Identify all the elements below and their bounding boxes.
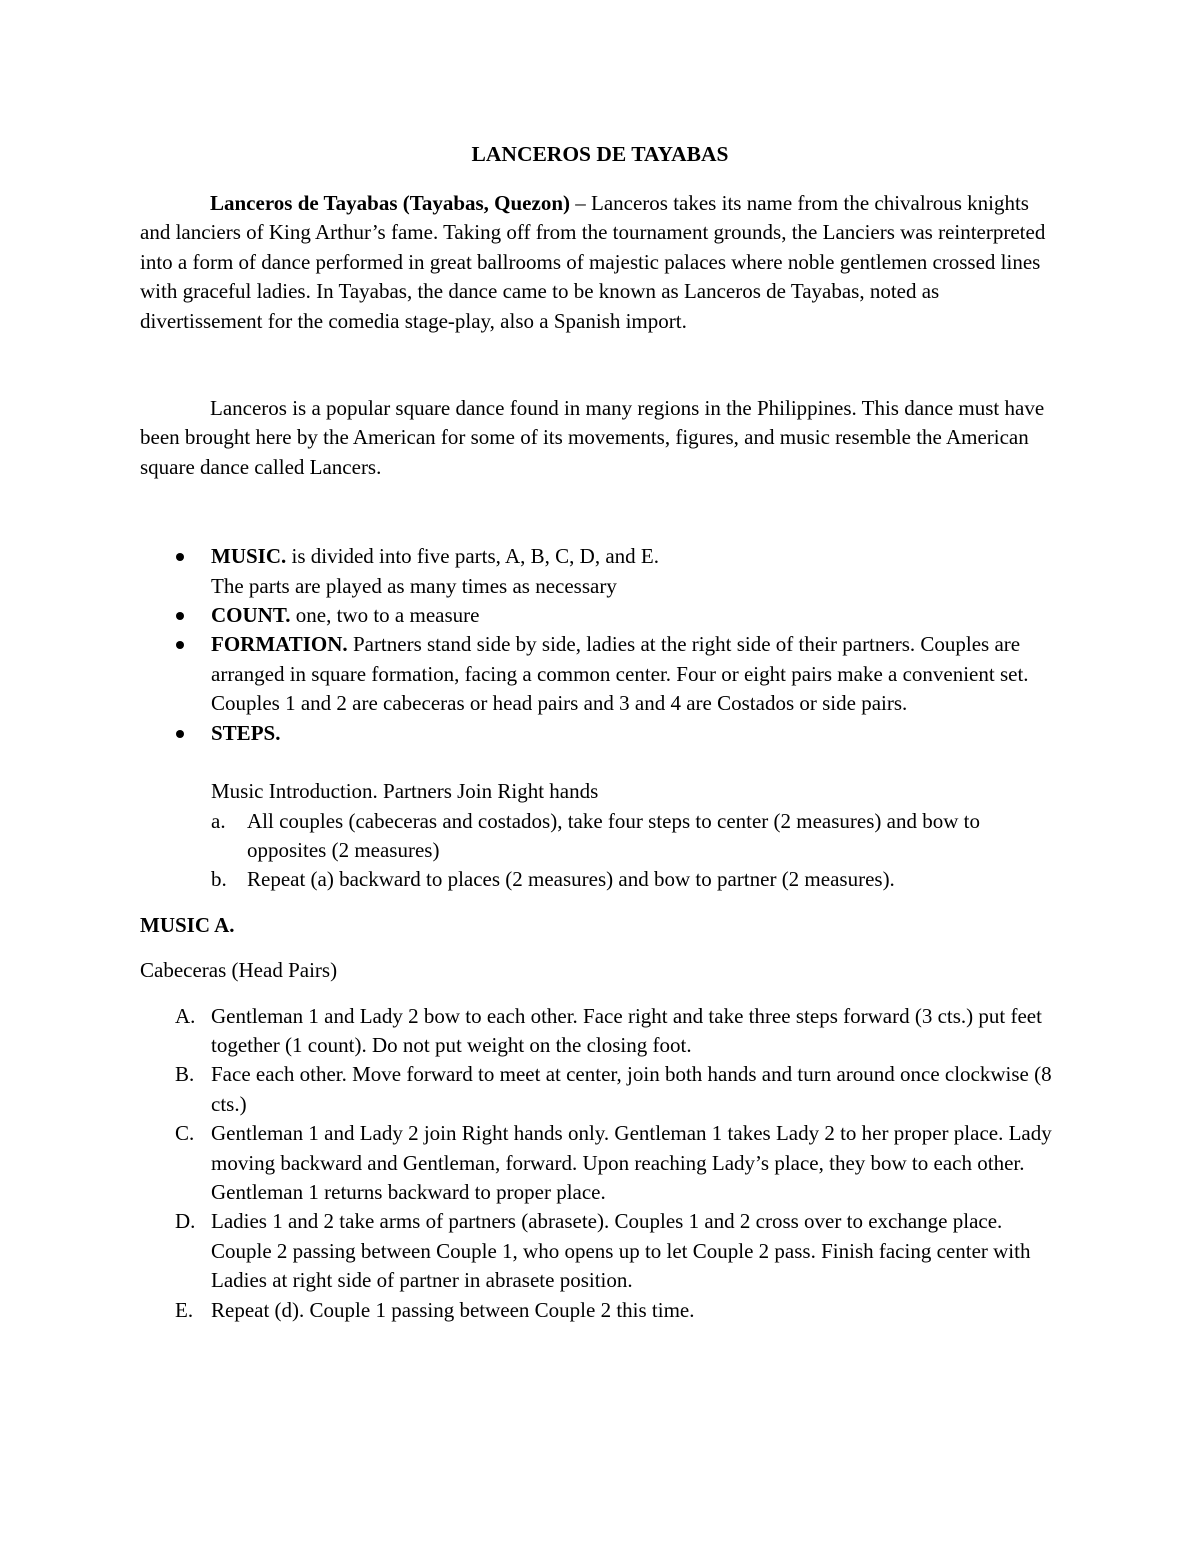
bullet-text: is divided into five parts, A, B, C, D, and E. (286, 544, 659, 569)
steps-item (211, 865, 1060, 894)
steps-item-text: Repeat (a) backward to places (2 measures) and bow to partner (2 measures). (247, 867, 895, 892)
bullet-label: FORMATION. (211, 632, 348, 657)
list-marker: B. (175, 1062, 195, 1087)
bullet-icon (176, 730, 184, 738)
music-a-item (140, 1207, 1060, 1295)
bullet-icon (176, 612, 184, 620)
lanceros-paragraph: Lanceros is a popular square dance found in many regions in the Philippines. This dance must have been brought here by the American for some of its movements, figures, and music resemble the American square dance called Lancers. (140, 396, 1045, 479)
music-a-item-text: Face each other. Move forward to meet at center, join both hands and turn around once clockwise (8 cts.) (211, 1062, 1052, 1116)
bullet-text: one, two to a measure (290, 603, 480, 628)
list-marker: A. (175, 1003, 196, 1028)
bullet-icon (176, 641, 184, 649)
steps-list (211, 807, 1060, 895)
list-marker: D. (175, 1209, 196, 1234)
music-a-item (140, 1296, 1060, 1325)
bullet-text: Partners stand side by side, ladies at the right side of their partners. Couples are arranged in square formation, facing a common center. Four or eight pairs make a convenient set. Couples 1 and 2 are cabeceras or head pairs and 3 and 4 are Costados or side pairs. (211, 632, 1029, 716)
intro-dash: – (570, 191, 591, 215)
bullet-label: MUSIC. (211, 544, 287, 569)
music-a-item (140, 1119, 1060, 1207)
steps-item-text: All couples (cabeceras and costados), take four steps to center (2 measures) and bow to opposites (2 measures) (247, 808, 980, 862)
music-a-item-text: Gentleman 1 and Lady 2 bow to each other. Face right and take three steps forward (3 cts.) put feet together (1 count). Do not put weight on the closing foot. (211, 1003, 1042, 1057)
bullet-label: COUNT. (211, 603, 291, 628)
bullet-text-line2: The parts are played as many times as necessary (211, 573, 617, 598)
steps-section (140, 777, 1060, 895)
dance-details-list (140, 542, 1060, 748)
document-page (140, 140, 1060, 1325)
bullet-label: STEPS. (211, 720, 281, 745)
list-marker: E. (175, 1297, 194, 1322)
bullet-steps (140, 719, 1060, 748)
steps-item (211, 807, 1060, 866)
intro-paragraph (140, 189, 1060, 336)
document-title: LANCEROS DE TAYABAS (471, 142, 729, 166)
list-marker: a. (211, 808, 226, 833)
bullet-music (140, 542, 1060, 601)
list-marker: C. (175, 1121, 195, 1146)
music-a-item-text: Ladies 1 and 2 take arms of partners (abrasete). Couples 1 and 2 cross over to exchange place. Couple 2 passing between Couple 1, who opens up to let Couple 2 pass. Finish facing center with Ladies at right side of partner in abrasete position. (211, 1209, 1031, 1293)
intro-lead: Lanceros de Tayabas (Tayabas, Quezon) (210, 191, 570, 215)
music-a-item (140, 1002, 1060, 1061)
list-marker: b. (211, 867, 227, 892)
music-a-heading: MUSIC A. (140, 912, 235, 937)
music-a-item (140, 1060, 1060, 1119)
bullet-formation (140, 630, 1060, 718)
music-a-subheading: Cabeceras (Head Pairs) (140, 958, 338, 983)
music-a-item-text: Gentleman 1 and Lady 2 join Right hands only. Gentleman 1 takes Lady 2 to her proper place. Lady moving backward and Gentleman, forward. Upon reaching Lady’s place, they bow to each other. Gentleman 1 returns backward to proper place. (211, 1121, 1052, 1204)
music-a-list (140, 1002, 1060, 1325)
steps-intro: Music Introduction. Partners Join Right hands (211, 779, 599, 804)
bullet-count (140, 601, 1060, 630)
bullet-icon (176, 553, 184, 561)
intro-text: Lanceros takes its name from the chivalrous knights and lanciers of King Arthur’s fame. Taking off from the tournament grounds, the Lanciers was reinterpreted into a form of dance performed in great ballrooms of majestic palaces where noble gentlemen crossed lines with graceful ladies. In Tayabas, the dance came to be known as Lanceros de Tayabas, noted as divertissement for the comedia stage-play, also a Spanish import. (140, 191, 1046, 333)
music-a-item-text: Repeat (d). Couple 1 passing between Couple 2 this time. (211, 1297, 695, 1322)
